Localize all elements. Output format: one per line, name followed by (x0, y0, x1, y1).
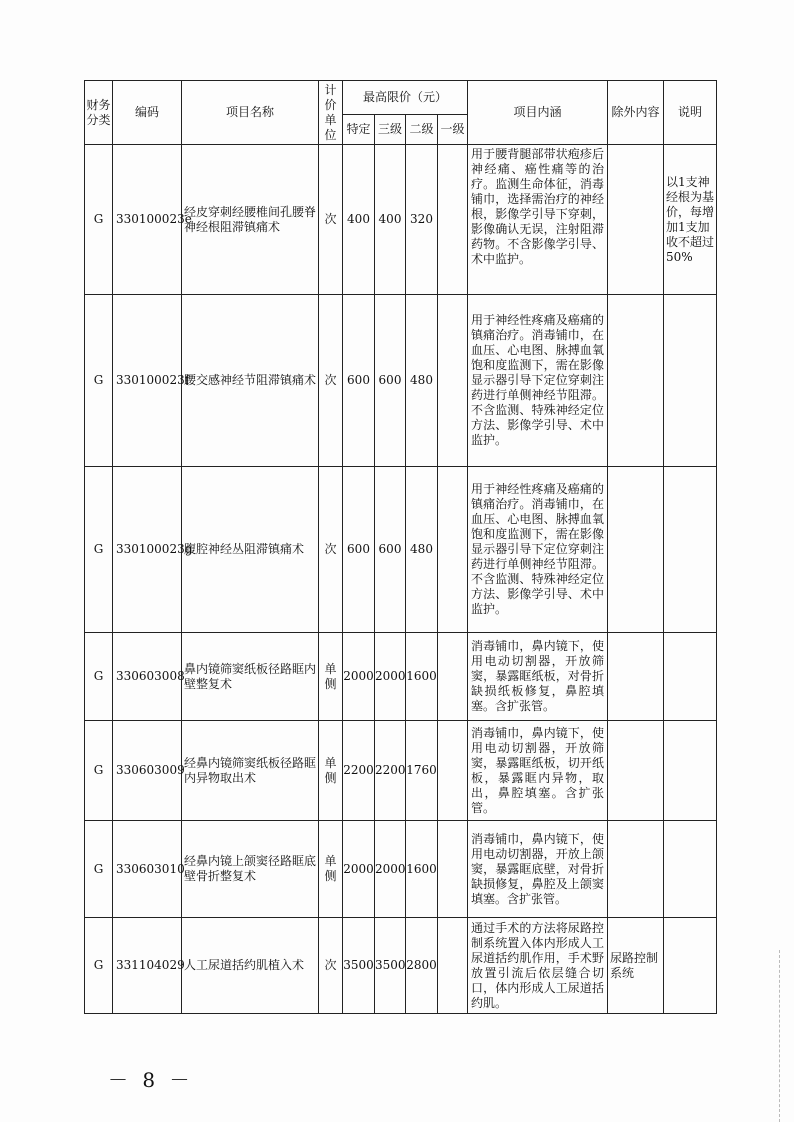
cell-price-level3: 600 (375, 467, 406, 633)
header-category: 财务分类 (85, 81, 113, 145)
cell-exclusion (608, 633, 664, 721)
cell-category: G (85, 721, 113, 821)
cell-note (664, 918, 717, 1014)
cell-category: G (85, 918, 113, 1014)
cell-price-level1 (438, 633, 468, 721)
price-table (84, 80, 717, 1014)
cell-price-special: 400 (343, 145, 375, 295)
table-row (85, 918, 717, 1014)
cell-price-special: 600 (343, 295, 375, 467)
cell-category: G (85, 295, 113, 467)
cell-connotation: 用于神经性疼痛及癌痛的镇痛治疗。消毒铺巾，在血压、心电图、脉搏血氧饱和度监测下，需在影像显示器引导下定位穿刺注药进行单侧神经节阻滞。不含监测、特殊神经定位方法、影像学引导、术中监护。 (468, 467, 608, 633)
cell-item-name: 经鼻内镜上颌窦径路眶底壁骨折整复术 (182, 821, 319, 918)
table-header (85, 81, 717, 145)
header-max-price: 最高限价（元） (343, 81, 468, 115)
cell-price-special: 2200 (343, 721, 375, 821)
cell-exclusion (608, 821, 664, 918)
header-level2: 二级 (406, 115, 438, 145)
cell-unit: 单侧 (319, 633, 343, 721)
cell-connotation: 消毒铺巾，鼻内镜下，使用电动切割器，开放上颌窦，暴露眶底壁，对骨折缺损修复，鼻腔及上颌窦填塞。含扩张管。 (468, 821, 608, 918)
header-unit: 计价单位 (319, 81, 343, 145)
cell-item-name: 腹腔神经丛阻滞镇痛术 (182, 467, 319, 633)
cell-exclusion (608, 295, 664, 467)
cell-code: 330100023f (113, 295, 182, 467)
cell-price-special: 2000 (343, 633, 375, 721)
cell-price-level2: 480 (406, 467, 438, 633)
table-row (85, 295, 717, 467)
cell-connotation: 用于神经性疼痛及癌痛的镇痛治疗。消毒铺巾，在血压、心电图、脉搏血氧饱和度监测下，需在影像显示器引导下定位穿刺注药进行单侧神经节阻滞。不含监测、特殊神经定位方法、影像学引导、术中监护。 (468, 295, 608, 467)
cell-note: 以1支神经根为基价，每增加1支加收不超过50% (664, 145, 717, 295)
cell-category: G (85, 145, 113, 295)
cell-exclusion (608, 145, 664, 295)
cell-price-level3: 400 (375, 145, 406, 295)
cell-price-level2: 320 (406, 145, 438, 295)
cell-price-special: 600 (343, 467, 375, 633)
cell-price-level2: 1760 (406, 721, 438, 821)
cell-price-level1 (438, 145, 468, 295)
cell-item-name: 经皮穿刺经腰椎间孔腰脊神经根阻滞镇痛术 (182, 145, 319, 295)
cell-price-level1 (438, 918, 468, 1014)
cell-category: G (85, 633, 113, 721)
cell-price-special: 2000 (343, 821, 375, 918)
table-row (85, 145, 717, 295)
table-row (85, 721, 717, 821)
header-notes: 说明 (664, 81, 717, 145)
cell-code: 331104029 (113, 918, 182, 1014)
page-number: － 8 － (108, 1068, 194, 1092)
cell-unit: 次 (319, 467, 343, 633)
cell-price-level2: 1600 (406, 633, 438, 721)
cell-connotation: 通过手术的方法将尿路控制系统置入体内形成人工尿道括约肌作用，手术野放置引流后依层缝合切口，体内形成人工尿道括约肌。 (468, 918, 608, 1014)
cell-unit: 单侧 (319, 821, 343, 918)
cell-price-level1 (438, 467, 468, 633)
cell-price-level2: 480 (406, 295, 438, 467)
cell-code: 330100023g (113, 467, 182, 633)
cell-code: 330603010 (113, 821, 182, 918)
table-row (85, 467, 717, 633)
cell-note (664, 721, 717, 821)
cell-price-special: 3500 (343, 918, 375, 1014)
cell-note (664, 295, 717, 467)
cell-unit: 次 (319, 918, 343, 1014)
header-code: 编码 (113, 81, 182, 145)
cell-unit: 次 (319, 295, 343, 467)
cell-note (664, 633, 717, 721)
cell-note (664, 467, 717, 633)
cell-category: G (85, 821, 113, 918)
cell-unit: 单侧 (319, 721, 343, 821)
cell-item-name: 鼻内镜筛窦纸板径路眶内壁整复术 (182, 633, 319, 721)
header-item-name: 项目名称 (182, 81, 319, 145)
cell-price-level2: 1600 (406, 821, 438, 918)
cell-exclusion (608, 721, 664, 821)
cell-price-level3: 600 (375, 295, 406, 467)
cell-item-name: 腰交感神经节阻滞镇痛术 (182, 295, 319, 467)
cell-price-level1 (438, 821, 468, 918)
cell-price-level3: 2200 (375, 721, 406, 821)
cell-price-level1 (438, 295, 468, 467)
cell-category: G (85, 467, 113, 633)
header-level3: 三级 (375, 115, 406, 145)
cell-price-level3: 2000 (375, 821, 406, 918)
margin-binding-line (779, 950, 780, 1122)
table-row (85, 633, 717, 721)
cell-item-name: 经鼻内镜筛窦纸板径路眶内异物取出术 (182, 721, 319, 821)
cell-connotation: 消毒铺巾，鼻内镜下，使用电动切割器，开放筛窦，暴露眶纸板，切开纸板，暴露眶内异物，取出，鼻腔填塞。含扩张管。 (468, 721, 608, 821)
cell-connotation: 用于腰背腿部带状疱疹后神经痛、癌性痛等的治疗。监测生命体征，消毒铺巾，选择需治疗的神经根，影像学引导下穿刺，影像确认无误，注射阻滞药物。不含影像学引导、术中监护。 (468, 145, 608, 295)
header-special: 特定 (343, 115, 375, 145)
cell-exclusion: 尿路控制系统 (608, 918, 664, 1014)
cell-code: 330100023e (113, 145, 182, 295)
table-row (85, 821, 717, 918)
cell-note (664, 821, 717, 918)
cell-price-level1 (438, 721, 468, 821)
cell-code: 330603009 (113, 721, 182, 821)
cell-price-level2: 2800 (406, 918, 438, 1014)
cell-code: 330603008 (113, 633, 182, 721)
cell-price-level3: 3500 (375, 918, 406, 1014)
cell-item-name: 人工尿道括约肌植入术 (182, 918, 319, 1014)
cell-connotation: 消毒铺巾，鼻内镜下，使用电动切割器，开放筛窦，暴露眶纸板，对骨折缺损纸板修复，鼻腔填塞。含扩张管。 (468, 633, 608, 721)
cell-exclusion (608, 467, 664, 633)
cell-unit: 次 (319, 145, 343, 295)
header-connotation: 项目内涵 (468, 81, 608, 145)
header-level1: 一级 (438, 115, 468, 145)
header-exclusions: 除外内容 (608, 81, 664, 145)
cell-price-level3: 2000 (375, 633, 406, 721)
